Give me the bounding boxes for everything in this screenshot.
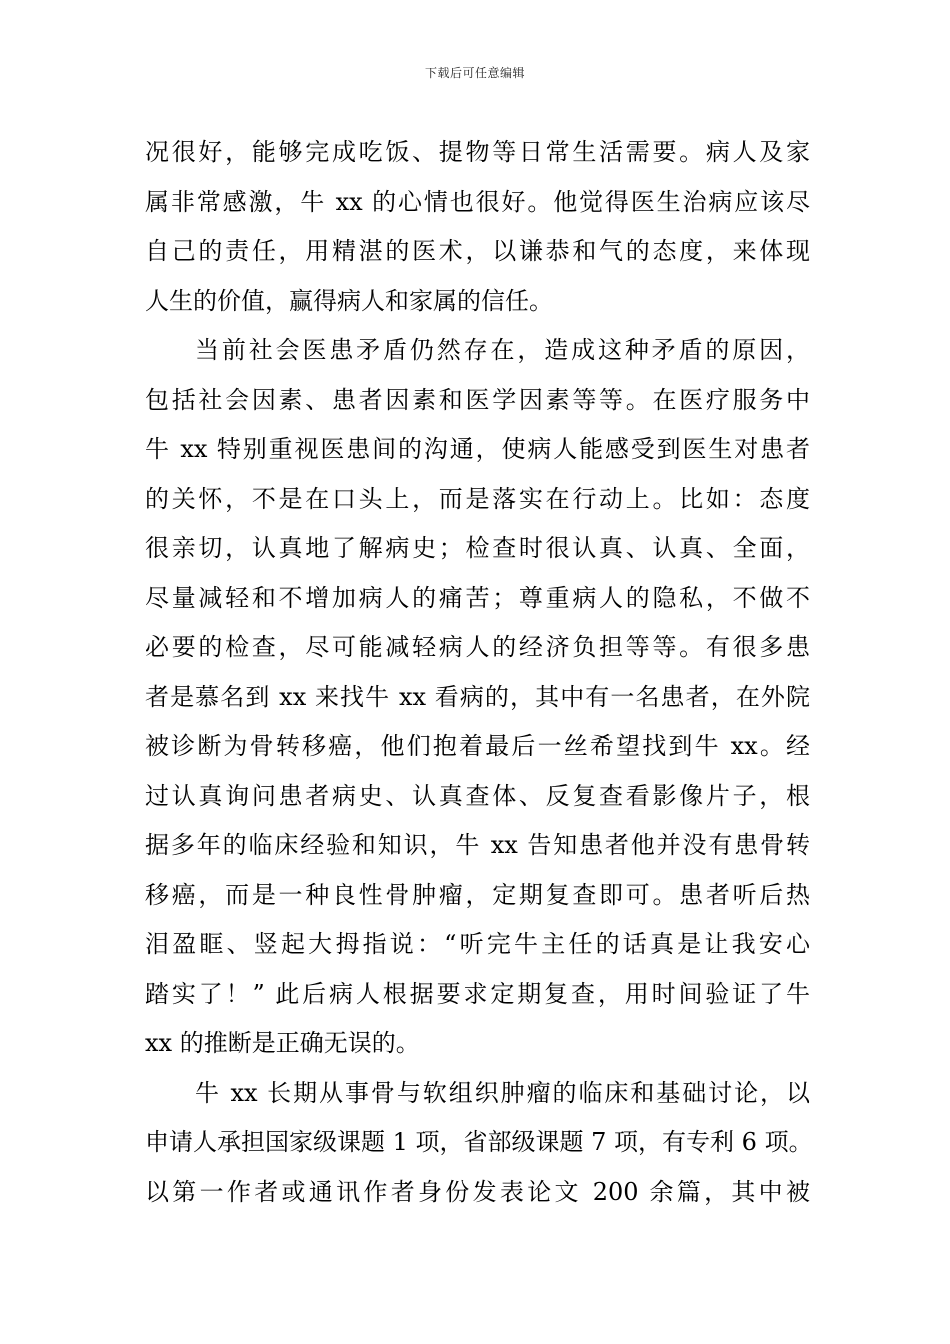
text-line: 自己的责任，用精湛的医术，以谦恭和气的态度，来体现 [145, 237, 810, 265]
document-body [145, 128, 813, 1217]
text-line: 泪盈眶、竖起大拇指说：“听完牛主任的话真是让我安心 [145, 930, 810, 958]
text-line: 况很好，能够完成吃饭、提物等日常生活需要。病人及家 [145, 138, 810, 166]
text-line: xx 的推断是正确无误的。 [145, 1029, 420, 1057]
text-line: 据多年的临床经验和知识，牛 xx 告知患者他并没有患骨转 [145, 831, 810, 859]
text-line: 很亲切，认真地了解病史；检查时很认真、认真、全面， [145, 534, 810, 562]
text-line: 以第一作者或通讯作者身份发表论文 200 余篇，其中被 [145, 1177, 810, 1206]
text-line: 牛 xx 长期从事骨与软组织肿瘤的临床和基础讨论，以 [195, 1078, 810, 1107]
text-line: 人生的价值，赢得病人和家属的信任。 [145, 286, 553, 315]
text-line: 申请人承担国家级课题 1 项，省部级课题 7 项，有专利 6 项。 [145, 1128, 813, 1156]
text-line: 属非常感激，牛 xx 的心情也很好。他觉得医生治病应该尽 [145, 187, 810, 216]
paragraph-1 [145, 128, 810, 326]
text-line: 当前社会医患矛盾仍然存在，造成这种矛盾的原因， [195, 336, 810, 364]
text-line: 的关怀，不是在口头上，而是落实在行动上。比如：态度 [145, 484, 810, 513]
text-line: 过认真询问患者病史、认真查体、反复查看影像片子，根 [145, 781, 810, 810]
text-line: 踏实了！” 此后病人根据要求定期复查，用时间验证了牛 [145, 979, 810, 1008]
text-line: 移癌，而是一种良性骨肿瘤，定期复查即可。患者听后热 [145, 880, 810, 909]
text-line: 牛 xx 特别重视医患间的沟通，使病人能感受到医生对患者 [145, 435, 810, 463]
page-header: 下载后可任意编辑 [424, 66, 525, 80]
text-line: 者是慕名到 xx 来找牛 xx 看病的，其中有一名患者，在外院 [145, 682, 810, 711]
text-line: 被诊断为骨转移癌，他们抱着最后一丝希望找到牛 xx。经 [145, 732, 810, 760]
text-line: 必要的检查，尽可能减轻病人的经济负担等等。有很多患 [145, 633, 810, 661]
paragraph-3 [145, 1069, 813, 1218]
paragraph-2 [145, 326, 810, 1069]
text-line: 尽量减轻和不增加病人的痛苦；尊重病人的隐私，不做不 [145, 583, 810, 612]
text-line: 包括社会因素、患者因素和医学因素等等。在医疗服务中 [145, 385, 810, 414]
